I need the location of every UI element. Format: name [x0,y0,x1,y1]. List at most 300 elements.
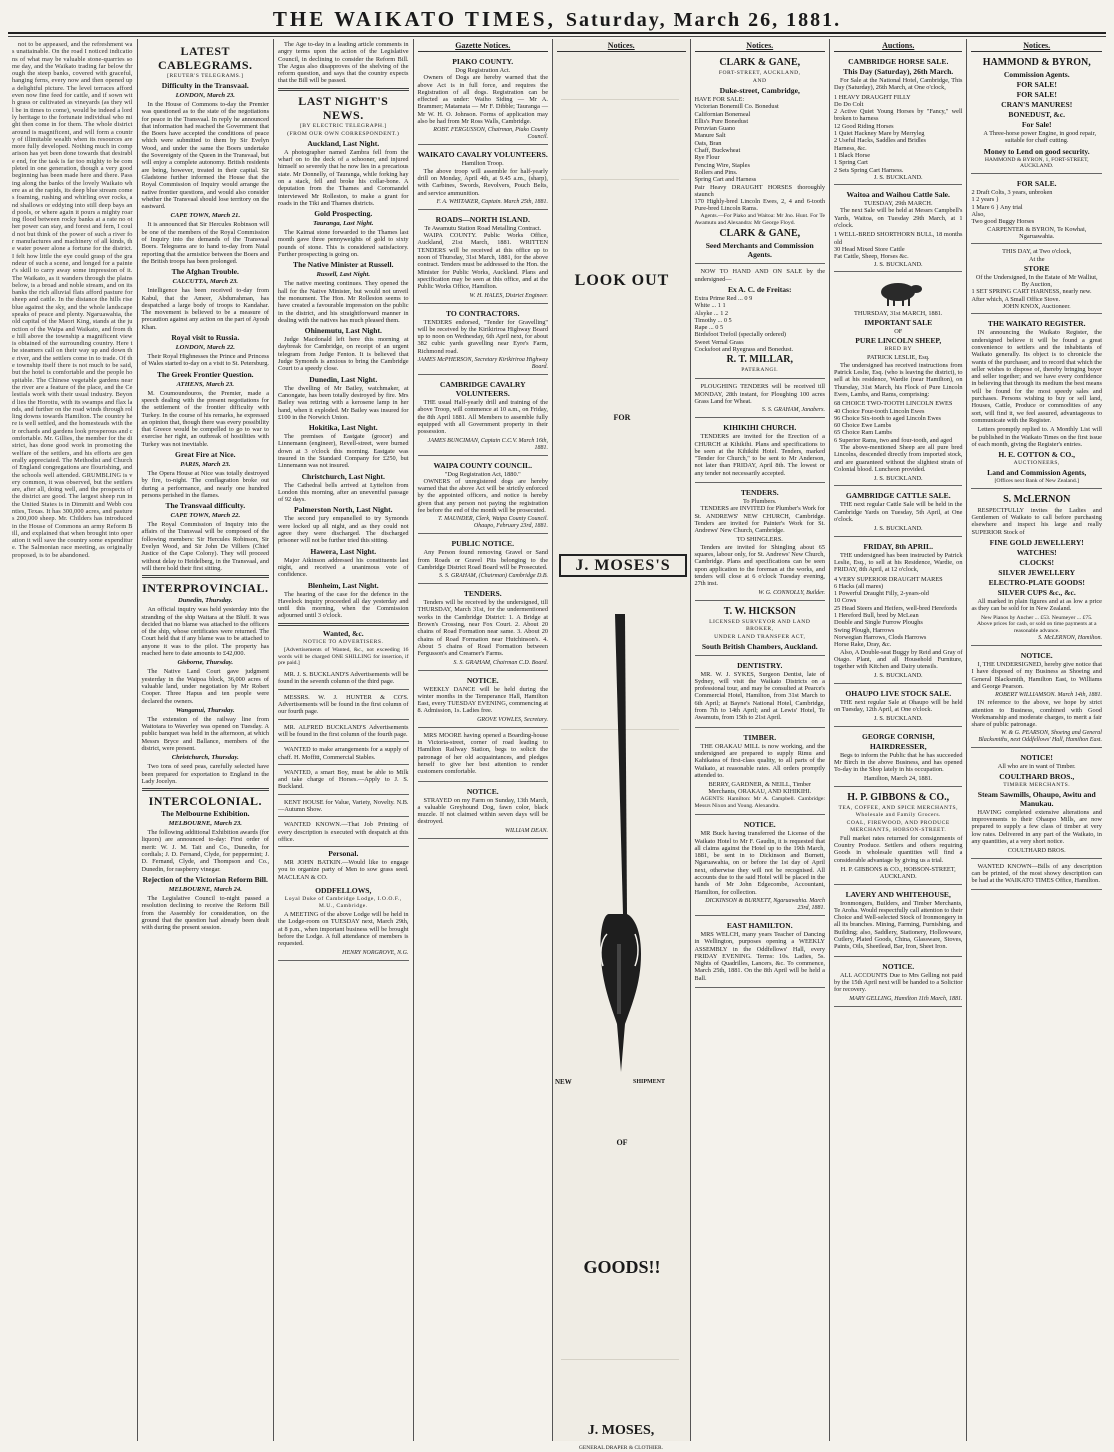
news-title: Dunedin, Last Night. [309,374,378,384]
seed-ship: Ex A. C. de Freitas: [727,284,792,294]
store-title: STORE [1023,263,1050,273]
reg-body: IN announcing the Waikato Register, the undersigned believe it will be found a great convenience to settlers and the inhabitants of Waikato generally. Its object is to chronicle the wants of the purchaser, and to record that which the seller wishes to dispose of, thereby bringing buyer and seller together; and we have every confidence in believing that through its medium the best means will be found for the most speedy sales and purchases. Persons wishing to buy or sell land, Houses, Cattle, Produce or commodities of any sort, will find it, we feel assured, advantageous to communicate with the Register. [971,329,1102,424]
gelling-notice [834,959,963,1007]
oddfellows-body: A MEETING of the above Lodge will be held in the Lodge-room on TUESDAY next, March 29th, at 8 p.m., when important business will be brought before the Lodge. A full attendance of members is requested. [278,911,409,948]
gazette-notice [418,458,548,535]
clark-gane-item: Fencing Wire, Staples [694,161,750,169]
clark-gane-item: Oats, Bran [694,139,722,147]
clark-gane-items [695,103,825,212]
news-title: Hawera, Last Night. [310,546,377,556]
sheep-icon [870,278,926,308]
hpg-sig: H. P. GIBBONS & CO., HOBSON-STREET, AUCKLAND. [840,865,956,881]
news-title: Auckland, Last Night. [307,138,380,148]
seed-ad [695,266,825,379]
hickson-sub2: UNDER LAND TRANSFER ACT, [714,633,806,640]
seed-item: Extra Prime Red ... 0 9 [694,294,753,302]
gazette-notice-body: THE usual Half-yearly drill and training of the above Troop, will commence at 10 a.m., on Friday, the 8th April 1881. All Members to assemble fully equipped with all Government property in their possession. [417,399,548,436]
columns [8,39,1106,1451]
horse-sale-item: 1 HEAVY DRAUGHT FILLY [833,93,911,101]
clark-gane-item: Ellis's Pure Bonedust [694,117,749,125]
gazette-notice-sig: W. H. HALES, District Engineer. [469,292,548,299]
cablegram-dateline: PARIS, March 23. [180,460,231,468]
news-title: Christchurch, Last Night. [301,471,385,481]
ct-notice: NOTICE! [1020,753,1053,763]
ct-place: Steam Sawmills, Ohaupo, Awitu and Manukau. [977,789,1096,808]
news-body: The native meeting continues. They opened the hall for the Native Minister, but would not unveil the monument. The Hon. Mr Rolleston seems to have created a favourable impression on the public in the district, and his straightforward manner in dealing with the natives has much pleased them. [278,280,409,324]
hpg-sub2: COAL, FIREWOOD, AND PRODUCE MERCHANTS, HOBSON-STREET. [846,819,950,833]
cablegram-body: M. Coumoundouros, the Premier, made a speech dealing with the present negotiations for the settlement of the frontier difficulty with Turkey. In the course of his remarks, he expressed an opinion that, though there was every possibility that Greece would be compelled to go to war to exercise her right, an outbreak of hostilities with Turkey was not inevitable. [141,389,270,448]
fs-item: 2 Draft Colts, 3 years, unbroken [971,189,1053,197]
millar-sig: S. S. GRAHAM, Janabers. [761,407,825,414]
hammond-title: HAMMOND & BYRON, [982,57,1091,68]
for-text: FOR [613,413,631,422]
wanted-ad: WANTED, a smart Boy, must be able to Milk and take charge of Horses.—Apply to J. S. Buckland. [278,767,408,795]
news-body: The dwelling of Mr Bailey, watchmaker, at Canongate, has been totally destroyed by fire. Mrs Bailey was retiring with a kerosene lamp in her hand, when it exploded. Mr Bailey was insured for £100 in the Norwich Union. [278,384,409,421]
church-title: KIHIKIHI CHURCH. [723,423,797,433]
gazette-notice-sig: JAMES McPHERSON, Secretary Kirikiriroa Highway Board. [417,357,548,371]
goods-text: GOODS!! [583,1257,661,1277]
gcattle-title: GAMBRIDGE CATTLE SALE. [845,491,951,501]
ct-lead: All who are in want of Timber. [997,763,1076,771]
sale-line-1: FOR SALE! [1016,80,1057,89]
sheep-foot: The above-mentioned Sheep are all pure bred Lincolns, descended directly from imported stock, and are guaranteed without the slightest strain of Colonial blood. Luncheon provided. [833,443,963,473]
cambridge-cattle-ad [834,488,963,536]
east-hamilton-title: EAST HAMILTON. [726,920,793,930]
horse-sale-body: For Sale at the National Hotel, Cambridge, This Day (Saturday), 26th March, at One o'clock, [833,77,963,92]
ohaupo-sale-ad [834,686,963,727]
cornish-sub: HAIRDRESSER, [869,741,927,751]
sheep-bred: BRED BY [884,346,913,353]
reg-sig2: AUCTIONEERS, [1013,460,1060,467]
fri-item: 25 Head Steers and Heifers, well-bred Herefords [833,604,957,612]
tenders-sub: To Plumbers. [742,497,777,505]
clark-gane-item: Pair Heavy DRAUGHT HORSES thoroughly staunch [694,183,825,198]
waitoa-sub: TUESDAY, 29th MARCH. [863,200,933,208]
hammond-sig: HAMMOND & BYRON, 1, FORT-STREET, AUCKLAND. [984,156,1089,170]
fri-item: 1 Powerful Draught Filly, 2-years-old [833,590,929,598]
reg-sig3: Land and Commission Agents, [987,468,1087,478]
fri-item: 6 Hacks (all mares) [833,582,884,590]
gazette-notice [418,586,548,670]
cablegram-body: Their Royal Highnesses the Prince and Princess of Wales started to-day on a visit to St. Petersburg. [141,353,270,368]
cornish-body: Begs to inform the Public that he has succeeded Mr Birch in the above Business, and has opened To-day in the Shop lately in his occupation. [833,751,963,774]
reg-sig: H. E. COTTON & CO., [998,450,1076,460]
wanted-ad: WANTED to make arrangements for a supply of chaff. H. Moffitt, Commercial Stables. [278,744,408,765]
gazette-notice-sig: ROBT. FERGUSSON, Chairman, Piako County Council. [433,127,548,141]
masthead-rule [8,36,1106,37]
hotel-notice [695,817,825,916]
horse-sale-item: 1 Spring Cart [833,159,868,167]
gazette-notice [418,212,548,304]
intercolonial-title: Rejection of the Victorian Reform Bill. [142,874,268,884]
hickson-sub3: South British Chambers, Auckland. [701,641,818,651]
gazette-notice-sub: Hamilton Troop. [461,160,504,168]
gazette-notice-sub: Dog Registration Act. [455,67,511,74]
bs-sig2: W. & G. PEARSON, Shoeing and General Blacksmiths, next Oddfellows' Hall, Hamilton East. [978,730,1102,744]
oddfellows-title: ODDFELLOWS, [315,886,372,896]
gazette-notice-sig: F. A. WHITAKER, Captain. March 25th, 1881. [436,198,548,205]
mcl-item: WATCHES! [1016,548,1057,558]
auctions-heading: Auctions. [834,41,963,52]
wanted-ad: MR. ALFRED BUCKLAND'S Advertisements will be found in the first column of the fourth page. [278,722,408,743]
horse-sale-item: 2 Useful Hacks, Saddles and Bridles [833,137,926,145]
store-auction: By Auction, [1021,281,1052,289]
seed-foot: Cocksfoot and Ryegrass and Bonedust. [694,346,794,354]
ct-firm2: TIMBER MERCHANTS. [1003,781,1071,788]
store-auction-ad [971,246,1101,314]
ohaupo-title: OHAUPO LIVE STOCK SALE. [845,688,952,698]
money-to-lend: Money to Lend on good security. [983,146,1090,156]
show-through-line [561,1359,679,1360]
cablegram-dateline: CALCUTTA, March 23. [172,278,239,286]
gcattle-sig: J. S. BUCKLAND. [873,525,923,533]
intercolonial-dateline: MELBOURNE, March 23. [168,820,242,828]
latest-cablegrams-heading: LATEST CABLEGRAMS. [158,44,253,72]
of-text: OF [616,1138,628,1147]
clark-gane-sub2: Duke-street, Cambridge, [719,86,800,95]
masthead-date: Saturday, March 26, 1881. [565,9,842,31]
gazette-notice-title: WAIPA COUNTY COUNCIL. [433,460,533,470]
ct-firm: COULTHARD BROS., [999,771,1075,781]
fri-sig: J. S. BUCKLAND. [873,672,923,680]
cablegram-body: In the House of Commons to-day the Premier was questioned as to the state of the negotiations for peace in the Transvaal. In reply he announced that information had reached the Government that the Boers have accepted the conditions of peace which were submitted to them by Sir Evelyn Wood, and under the same the Boers undertake the Sovereignty of the Queen in the Transvaal, but will enjoy a complete autonomy. British residents are being, however, treated in their capital. Sir Gladstone further informed the House that the Royal Commission of Inquiry would arrange the native frontier questions, and would also consider whether the Transvaal should lose territory on the eastward. [141,101,270,211]
gazette-notice-body: OWNERS of unregistered dogs are hereby warned that the above Act will be strictly enforced by the appointed officers, and notice is hereby given that any person not paying the registration fee before the end of the month will be prosecuted. [417,477,548,514]
gazette-notice-list [418,54,548,839]
notices-heading: Notices. [695,41,825,52]
gcattle-body: THE next regular Cattle Sale will be held in the Cambridge Yards on Tuesday, 5th April, at One o'clock. [833,501,963,524]
news-body: Major Atkinson addressed his constituents last night, and received a unanimous vote of confidence. [278,556,409,579]
cablegram-body: Intelligence has been received to-day from Kabul, that the Ameer, Abdurrahman, has despatched a large body of troops to Kandahar. The movement is believed to be a measure of precaution against any action on the part of Ayoub Khan. [141,287,270,331]
gazette-notice-title: CAMBRIDGE CAVALRY VOLUNTEERS. [439,380,526,399]
fs-item: Also, [971,211,985,219]
intercolonial-list [142,809,270,931]
waitoa-body: The next Sale will be held at Messrs Campbell's Yards, Waitoa, on Tuesday 29th March, at 1 o'clock. [833,207,963,230]
fri-body: THE undersigned has been instructed by Patrick Leslie, Esq., to sell at his Residence, Wardie, on FRIDAY, 8th April, at 12 o'clock, [833,551,963,574]
reg-title: THE WAIKATO REGISTER. [987,319,1086,329]
clark-gane-item: Rollers and Pins. [694,168,738,176]
news-body: The Kaimai stone forwarded to the Thames last month gave three pennyweights of gold to sixty pounds of stone. This is considered satisfactory. Further prospecting is going on. [278,229,409,259]
ct-body: HAVING completed extensive alterations and improvements to their Ohaupo Mills, are now prepared to supply a few class of timber at very low rates. Delivered in any part of the Waikato, in any quantities, at a very short notice. [971,808,1102,845]
column-1 [8,39,138,1441]
horse-sale-item: 1 Black Horse [833,151,871,159]
cornish-foot: Hamilton, March 24, 1881. [863,775,933,783]
gazette-notice-title: WAIKATO CAVALRY VOLUNTEERS. [417,150,548,160]
sheep-item: 60 Choice Ewe Lambs [833,422,892,430]
sheep-item: 65 Choice Ram Lambs [833,429,892,437]
mcl-pianos: New Pianos by Ancher ... £53. Neumeyer ... £75. [980,614,1093,621]
new-label: NEW [555,1078,572,1086]
divider [142,788,270,791]
gelling-sig: MARY GELLING, Hamilton 11th March, 1881. [849,995,963,1002]
show-through-line [561,99,679,100]
cablegram-title: Difficulty in the Transvaal. [161,81,249,90]
sheep-sub: PURE LINCOLN SHEEP, [855,336,942,346]
cablegram-title: Great Fire at Nice. [175,449,236,459]
dentistry-title: DENTISTRY. [737,660,783,670]
horse-sale-item: 2 Sets Spring Cart Harness. [833,166,904,174]
cablegram-title: The Afghan Trouble. [171,267,239,277]
clark-gane-title2: CLARK & GANE, [719,228,801,240]
cran-sub: BONEDUST, &c. [1008,110,1066,119]
fri-item: Norwegian Harrows, Clods Harrows [833,633,927,641]
clark-gane-item: 170 Highly-bred Lincoln Ewes, 2, 4 and 6-tooth Pure-bred Lincoln Rams. [694,198,825,213]
clark-gane-lead: HAVE FOR SALE: [694,96,745,103]
clark-gane-item: Rye Flour [694,154,720,162]
look-out-text: LOOK OUT [574,272,670,289]
for-sale-body: A Three-horse power Engine, in good repair, suitable for chaff cutting. [983,130,1097,145]
interprovincial-body: Two tons of seed peas, carefully selected have been prepared for exportation to England in the Lady Jocelyn. [141,763,270,785]
mcl-item: CLOCKS! [1019,558,1055,568]
horse-sale-sig: J. S. BUCKLAND. [873,173,923,181]
seed-item: Birdsfoot Trefoil (specially ordered) [694,331,786,339]
gelling-body: ALL ACCOUNTS Due to Mrs Gelling not paid by the 15th April next will be handed to a Solicitor for recovery. [833,971,963,994]
gazette-notice-body: TENDERS endorsed, "Tender for Gravelling" will be received by the Kirikiriroa Highway Board up to noon on Wednesday, 6th April next, for about 382 cubic yards gravelling near Eyre's Farm, Richmond road. [417,318,548,355]
ploughing-ad [695,381,825,418]
gazette-notice-sub: "Dog Registration Act, 1880." [444,470,521,478]
mcl-item: FINE GOLD JEWELLERY! [989,538,1084,548]
dentistry-body: MR. W. J. SYKES, Surgeon Dentist, late of Sydney, will visit the Waikato Districts on a professional tour, and may be consulted at Pearce's Commercial Hotel, Hamilton, from 31st March to 6th April; at Bayne's National Hotel, Cambridge, from 7th to 14th April; and at Lewis' Hotel, Te Awamutu, from 15th to 21st April. [694,670,825,722]
column-1-text: not to be appeased, and the refreshment was unattainable. On the road I noticed indications of what may be valuable stone-quarries some day, and the Waikato trading far below through the steep banks, covered with graceful, hanging ferns, every now and then opened up a delightful picture. The level terraces afford even now fine feed for cattle, and if sown with grass or cultivated as vineyards (as they will be in times to come), would be indeed a lordly heritage to the fortunate individual who might then come in for them. The whole district around is magnificent, and will form a country of illimitable wealth when its resources are more fully developed. Nothing much in comparison has yet been done towards that desirable end, for the task is far too mighty to be completed in one generation, though a very good beginning has been made here and there. Passing along the banks of the lovely Waikato where as at the rapids, its deep blue stream comes foaming, rushing and whirling over rocks, and shallows or eddying into still deep bays and pools, or where again it pours a mighty roaring flood between rocky banks at a rate no other power can stay, and forest and fern, I could not but think of the power of such a river for manufactures and machinery of all kinds, the water power alone a fortune for the district. I felt how little the eye could grasp of the grandeur of such a scene, and longed for a painter's skill to carry away some impression of it. The Waikato, as it wanders through the plains below, is a broad and noble stream, and on its banks the rich alluvial flats afford pasture for sheep and cattle. In the distance the hills rise blue against the sky, and the whole landscape speaks of peace and plenty. Ngaruawahia, the old capital of the Maori King, stands at the junction of the Waipa and Waikato, and from the hill above the township a magnificent view is obtained of the surrounding country. Here the steamers call on their way up and down the river, and the settlers come in to trade. Of the township itself there is not much to be said, but the hotel is comfortable and the people hospitable. The Chinese vegetable gardens near the river are a feature of the place, and the Celestials work with their usual industry. Beyond lies the Horotiu, with its swamps and flax lands, and further on the road winds through rolling downs towards Hamilton. The country here is well settled, and the homesteads with their orchards and gardens look prosperous and comfortable. Mr. Gillies, the member for the district, has done good work in promoting the welfare of the settlers, and his efforts are generally appreciated. The Methodist and Church of England congregations are flourishing, and the schools well attended. GRUMBLING is very common, it was observed, but the settlers are, after all, doing well, and the prospects of the district are good. The largest sheep run in the United States is in Dimmitt and Webb counties, Texas. It has 300,000 acres, and pastures 200,000 sheep. Mr. Childers has introduced in the House of Commons an army Reform Bill, and explained that when brought into operation it will save the country some expenditure. The Salmonian race meeting, as originally proposed, is to be abandoned. [12,41,133,559]
fri-foot: Also, A Double-seat Buggy by Reid and Gray of Otago. Plant, and all Household Furniture, together with Kitchen and Dairy utensils. [833,648,963,671]
mcl-pianos2: Above prices for cash, or sold on time payments at a reasonable advance. [976,621,1097,635]
column-8 [967,39,1105,1441]
seed-items [695,295,825,346]
waitoa-title: Waitoa and Waihou Cattle Sale. [846,190,950,200]
interprovincial-title: Wanganui, Thursday. [175,706,235,714]
oddfellows-ad [278,883,408,960]
news-title: Blenheim, Last Night. [307,580,379,590]
hpg-title: H. P. GIBBONS & CO., [847,791,950,803]
notices-heading: Notices. [971,41,1101,52]
gazette-notice-body: STRAYED on my Farm on Sunday, 13th March, a valuable Greyhound Dog, fawn color, black muzzle. If not claimed within seven days will be destroyed. [417,796,548,826]
gazette-notice [418,377,548,455]
dentistry-ad [695,658,825,728]
clark-gane-item: Victorian Bonemill Co. Bonedust [694,103,779,111]
gibbons-ad [834,789,963,885]
personal-heading: Personal. [328,849,359,859]
gazette-notice-title: NOTICE. [466,786,499,796]
news-dateline: Russell, Last Night. [316,271,371,279]
timber-ad [695,730,825,816]
gazette-notice [418,54,548,145]
clark-gane-item: Peruvian Guano [694,125,736,133]
east-hamilton-body: MRS WELCH, many years Teacher of Dancing in Wellington, purposes opening a WEEKLY ASSEMBLY in the Oddfellows' Hall, every FRIDAY EVENING. Terms: 10s. Ladies, 5s. Nights of Quadrilles, Lancers, &c. To commence, March 25th, 1881. On the 8th April will be held a Ball. [694,930,825,982]
gazette-notice-body: Any Person found removing Gravel or Sand from Roads or Gravel Pits belonging to the Cambridge District Road Board will be Prosecuted. [417,549,548,571]
news-body: Judge Macdonald left here this morning at daybreak for Cambridge, on receipt of an urgent telegram from Judge Fenton. It is believed that Judge Symonds is anxious to bring the Cambridge Court to a speedy close. [278,336,409,373]
horse-sale-title: CAMBRIDGE HORSE SALE. [848,57,949,66]
fs-item: 1 Mare 6 } Any trial [971,203,1023,211]
mcl-item: SILVER JEWELLERY [998,568,1076,578]
column-5 [553,39,691,1451]
cablegram-dateline: LONDON, March 23. [175,92,235,99]
coulthard-ad [971,750,1101,858]
bs-title: NOTICE. [1020,651,1053,661]
mclernon-ad [971,491,1101,646]
timber-body: THE ORAKAU MILL is now working, and the undersigned are prepared to supply Rimu and Kahikatea of first-class quality, to all parts of the Waikato, at reasonable rates. All orders promptly attended to. [694,742,825,779]
divider [278,88,408,91]
news-title: Palmerston North, Last Night. [294,505,393,515]
fri-item: 4 VERY SUPERIOR DRAUGHT MARES [833,575,943,583]
clark-gane-item: Chaff, Buckwheat [694,147,741,155]
waikato-register-ad [971,316,1101,489]
interprovincial-heading: INTERPROVINCIAL. [142,581,269,596]
fri-item: 10 Cows [833,597,857,605]
lavery-ad [834,887,963,957]
seed-item: Sweet Vernal Grass [694,338,744,346]
news-body: A photographer named Zambra fell from the wharf on to the deck of a schooner, and injured himself so severely that he now lies in a precarious state. Mr Donnelly, of Tauranga, while forking hay on a stack, fell and broke his collar-bone. A deputation from the Thames and Coromandel interviewed Mr Rolleston, to make a grant for roads in the Tiki and Thames districts. [278,148,409,207]
timber-agents: AGENTS: Hamilton: Mr A. Campbell. Cambridge: Messrs Nixon and Young. Alexandra. [694,795,825,809]
seed-item: Rape ... 0 5 [694,324,724,332]
seed-head: NOW TO HAND AND ON SALE by the undersigned— [694,268,825,283]
hickson-sub: LICENSED SURVEYOR AND LAND BROKER, [709,618,811,632]
hammond-sub: Commission Agents. [1003,70,1070,79]
store-item: After which, A Small Office Stove. [971,295,1061,303]
horse-sale-items [834,94,963,174]
waitoa-item: 1 WELL-BRED SHORTHORN BULL, 18 months old [833,231,963,246]
gazette-notice-sig: S. S. GRAHAM, Chairman C.D. Board. [453,659,548,666]
hickson-title: T. W. HICKSON [723,605,796,617]
fs-item: 1 2 years } [971,196,999,204]
millar-title: R. T. MILLAR, [726,354,794,366]
gazette-notice-body: Owners of Dogs are hereby warned that the above Act is in full force, and requires the Registration of all dogs. Registration can be effected as under: Waiho Siding — Mr A. Brammer; Matamata — Mr F. Dibble; Tauranga — Mr W. H. O. Johnson. Forms of application may also be had from Mr Ross Walls, Cambridge. [417,74,548,126]
sale-line-2: FOR SALE! [1016,90,1057,99]
interprovincial-body: The extension of the railway line from Waitotara to Waverley was opened on Tuesday. A public banquet was held in the afternoon, at which Messrs Bryce and Ballance, members of the district, were present. [141,715,270,752]
gazette-notice-title: NOTICE. [466,675,499,685]
last-nights-news-heading: LAST NIGHT'S NEWS. [298,93,389,122]
sheep-date: THURSDAY, 31st MARCH, 1881. [853,309,943,317]
wanted-notice-body: [Advertisements of Wanted, &c., not exceeding 16 words will be charged ONE SHILLING for insertion, if pre paid.] [278,646,409,667]
gazette-notice [418,536,548,584]
waitoa-sale-ad [834,187,963,272]
sheep-items [834,400,963,444]
gazette-notice-body: Tenders will be received by the undersigned, till THURSDAY, March 31st, for the undermentioned works in the Cambridge District: 1. A Bridge at Brown's Crossing, near Fox Court. 2. About 20 chains of Road Formation near same. 3. About 20 chains of Road Formation near Hutchinson's. 4. About 5 chains of Road Formation between Fergusson's and Creamer's Farms. [417,599,548,658]
intercolonial-heading: INTERCOLONIAL. [148,794,262,809]
wanted-ad: WANTED KNOWN.—That Job Printing of every description is executed with despatch at this office. [278,819,408,847]
news-title: The Native Minister at Russell. [293,260,394,270]
cornish-ad [834,729,963,787]
sheep-body: The undersigned has received instructions from Patrick Leslie, Esq. (who is leaving the district), to sell at his residence, Wardie (near Hamilton), on Thursday, 31st March, his Flock of Pure Lincoln Ewes, Lambs, and Rams, comprising: [833,361,963,398]
gazette-notice-body: WEEKLY DANCE will be held during the winter months in the Temperance Hall, Hamilton East, every TUESDAY EVENING, commencing at 8. Admission, 1s. Ladies free. [417,685,548,715]
wk-body: WANTED KNOWN—Bills of any description can be printed, of the most showy description can be had at the WAIKATO TIMES Office, Hamilton. [971,862,1102,885]
bs-body2: IN reference to the above, we hope by strict attention to Business, combined with Good Workmanship and moderate charges, to merit a fair share of public patronage. [971,699,1102,729]
wanted-ad: KENT HOUSE for Value, Variety, Novelty. N.B.—Autumn Show. [278,797,408,818]
news-body: The premises of Eastgate (grocer) and Linnemann (engineer), Revell-street, were burned down at 3 o'clock this morning. Eastgate was insured in the Standard Company for £250, but Linnemann was not insured. [278,433,409,470]
fs-items [971,189,1101,225]
wanted-notice-title: NOTICE TO ADVERTISERS. [303,638,384,645]
correspondent-credit: (FROM OUR OWN CORRESPONDENT.) [287,130,400,137]
fri-item: Double and Single Furrow Ploughs [833,619,923,627]
horse-sale-item: Harness, &c. [833,144,867,152]
gazette-notice [418,730,548,782]
hotel-notice-body: MR Buck having transferred the License of the Waikato Hotel to Mr F. Gaudin, it is requested that all claims against the Hotel up to the 19th March, 1881, be sent in to Dickinson and Burnett, Ngaruawahia, on or before the 1st day of April next, otherwise they will not be recognised. All accounts due to the said Hotel will be placed in the hands of Mr John Edgecombe, Accountant, Hamilton, for collection. [694,830,825,896]
mcl-sig: S. McLERNON, Hamilton. [1038,635,1102,642]
cran-title: CRAN'S MANURES! [1001,100,1073,109]
gazette-notice-sig: WILLIAM DEAN. [505,827,548,834]
interprovincial-title: Gisborne, Thursday. [177,659,234,667]
ohaupo-sig: J. S. BUCKLAND. [873,715,923,723]
clark-gane-item: Californian Bonemeal [694,110,751,118]
clark-gane-agents: Agents.—For Piako and Waitoa: Mr Jno. Hunt. For Te Awamutu and Alexandra: Mr George Floyd. [694,212,825,226]
for-sale-ad [971,176,1101,244]
gazette-notice-sig: JAMES BUNCIMAN, Captain C.C.V. March 16th, 1881. [427,437,548,451]
hotel-notice-title: NOTICE. [743,820,776,830]
church-ad [695,420,825,483]
news-body: The hearing of the case for the defence in the Havelock inquiry proceeded all day yesterday and until this morning, when the Commission adjourned until 3 o'clock. [278,590,409,620]
ohaupo-body: THE next regular Sale at Ohaupo will be held on Tuesday, 12th April, at One o'clock. [833,698,963,713]
interprovincial-title: Christchurch, Thursday. [171,754,239,762]
wanted-known-ad [971,861,1101,891]
hpg-body: Full market rates returned for consignments of Country Produce. Settlers and others requiring Goods in wholesale quantities will find a considerable advantage by giving us a trial. [833,834,963,864]
waitoa-item: Fat Cattle, Sheep, Horses &c. [833,253,909,261]
tenders-body: TENDERS are INVITED for Plumber's Work for St. ANDREWS' NEW CHURCH, Cambridge. Tenders are invited for Painter's Work for St. Andrews' New Church, Cambridge. [694,505,825,535]
horse-sale-item: 1 Quiet Hackney Mare by Merryleg [833,130,925,138]
cablegram-body: The Royal Commission of Inquiry into the affairs of the Transvaal will be composed of the following members: Sir Hercules Robinson, Sir Evelyn Wood, and Sir John De Villiers (Chief Justice of the Cape Colony). They will proceed without delay to Heidelberg, in the Transvaal, and will there hold their first sitting. [141,521,270,572]
gazette-notice-sig: T. MAUNDER, Clerk, Waipa County Council. Ohaupo, February 23rd, 1881. [438,516,548,530]
divider [142,575,270,578]
seed-item: White ... 1 1 [694,302,726,310]
reg-foot: Letters promptly replied to. A Monthly List will be published in the Waikato Times on the first issue of each month, giving the Register's entries. [971,426,1102,448]
timber-title: TIMBER. [743,732,777,742]
cablegram-body: It is announced that Sir Hercules Robinson will be one of the members of the Royal Commission of Inquiry into the demands of the Transvaal Boers. Telegrams are to hand to-day from Natal reporting that the armistice between the Boers and the British troops has been prolonged. [141,221,270,265]
fs-sig: CARPENTER & BYRON, Te Kowhai, Ngaruawahia. [987,225,1087,240]
gazette-notice [418,306,548,375]
column-4 [414,39,553,1441]
store-items [971,288,1101,303]
cornish-title: GEORGE CORNISH, [861,731,935,741]
gazette-notice [418,673,548,728]
clark-gane-tag: Seed Merchants and Commission Agents. [705,241,814,260]
tenders-sig: W. G. CONNOLLY, Builder. [758,589,825,596]
tenders-ad [695,485,825,601]
wanted-list [278,669,408,847]
sheep-sig: J. S. BUCKLAND. [873,475,923,483]
interprovincial-title: Dunedin, Thursday. [178,597,233,605]
news-body: The second jury empanelled to try Symonds were locked up all night, and as they could not agree they were discharged. The discharged prisoner will not be further tried this sitting. [278,515,409,545]
clark-gane-sub: FORT-STREET, AUCKLAND, [718,70,801,76]
lavery-title: LAVERY AND WHITEHOUSE, [845,889,951,899]
clark-gane-ad [695,54,825,264]
blacksmith-notice [971,648,1101,748]
column-2 [138,39,275,1441]
intercolonial-body: The Legislative Council to-night passed a resolution declining to receive the Reform Bill from the Assembly for consideration, on the ground that the question had already been dealt with during the present session. [141,894,270,932]
waitoa-item: 30 Head Mixed Store Cattle [833,245,905,253]
age-article: The Age to-day in a leading article comments in angry terms upon the action of the Legislative Council, in declining to consider the Reform Bill. The Argus also disapproves of the shelving of the reform question, and says that the country expects that the Bill will be passed. [278,41,409,85]
church-body: TENDERS are invited for the Erection of a CHURCH at Kihikihi. Plans and specifications to be seen at the Kihikihi Hotel. Tenders, marked "Tender for Church," to be sent to Mr Anderson, not later than FRIDAY, April 8th. The lowest or any tender not necessarily accepted. [694,433,825,477]
column-3 [274,39,413,1441]
gazette-notice-title: TENDERS. [463,589,502,599]
waitoa-items [834,231,963,260]
store-date: THIS DAY, at Two o'clock, [1002,248,1072,256]
store-sub: Of the Undersigned, In the Estate of Mr Walliut, [975,273,1098,281]
cablegram-body: The Opera House at Nice was totally destroyed by fire, to-night. The conflagration broke out during a performance, and nearly one hundred persons perished in the flames. [141,469,270,499]
seed-item: Timothy ... 0 5 [694,316,732,324]
tenders-body2: Tenders are invited for Shingling about 65 squares, labour only, for St. Andrews' New Church, Cambridge. Plans and specifications can be seen upon application to the foreman at the works, and tenders will close at 6 o'clock Tuesday evening, 27th inst. [694,543,825,588]
reuters-credit: [REUTER'S TELEGRAMS.] [167,73,244,79]
news-list [278,139,408,620]
clark-gane-item: Spring Cart and Harness [694,176,757,184]
mcl-item: SILVER CUPS &c., &c. [997,588,1076,598]
sheep-item: 6 Superior Rams, two and four-tooth, and aged [833,436,953,444]
sheep-item: 68 CHOICE TWO-TOOTH LINCOLN EWES [833,400,953,408]
lavery-body: Ironmongers, Builders, and Timber Merchants, Te Aroha. Would respectfully call attention to their Choice and Well-selected Stock of Ironmongery in all its branches. Mining, Farming, Furnishing, and Building; also, Saddlery, Stationery, Hollowware, Cutlery, Plated Goods, China, Glassware, Stoves, Paints, Oils, Sheetlead, Bar, Iron, Sheet Iron. [833,899,963,951]
wanted-ad: MESSRS. W. J. HUNTER & CO'S. Advertisements will be found in the first column of our fourth page. [278,692,408,720]
gazette-notices-heading: Gazette Notices. [418,41,548,52]
bs-sig: ROBERT WILLIAMSON. March 14th, 1881. [995,692,1102,699]
clark-gane-and: AND [752,78,767,84]
general-draper-text: GENERAL DRAPER & CLOTHIER. [578,1445,664,1451]
horse-sale-item: Do Do Colt [833,100,864,108]
millar-body: PLOUGHING TENDERS will be received till MONDAY, 28th instant, for Ploughing 100 acres Grass Land for Wheat. [694,383,825,405]
